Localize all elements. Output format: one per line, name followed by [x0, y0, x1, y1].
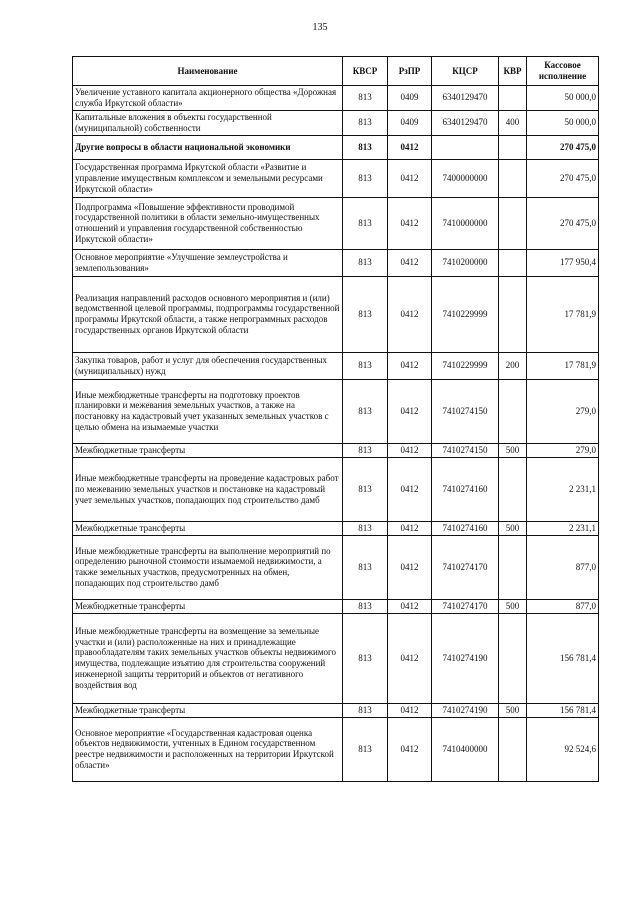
row-amount: 279,0: [527, 379, 599, 443]
table-row: [73, 599, 599, 613]
row-kcsr: 6340129470: [432, 110, 499, 135]
header-rzpr: РзПР: [388, 57, 432, 86]
row-kvsr: 813: [343, 613, 388, 703]
row-amount: 270 475,0: [527, 159, 599, 197]
row-amount: 279,0: [527, 443, 599, 457]
page-number: 135: [312, 22, 328, 33]
header-kcsr: КЦСР: [432, 57, 499, 86]
row-name: Иные межбюджетные трансферты на проведение кадастровых работ по межеванию земельных участков и постановке на кадастровый учет земельных участков, попадающих под строительство дамб: [73, 457, 343, 521]
row-kvr: [499, 379, 527, 443]
row-amount: 270 475,0: [527, 135, 599, 159]
row-kvr: [499, 135, 527, 159]
row-kcsr: 7410274190: [432, 703, 499, 717]
row-name: Межбюджетные трансферты: [73, 599, 343, 613]
row-name: Увеличение уставного капитала акционерного общества «Дорожная служба Иркутской области»: [73, 86, 343, 111]
table-row: [73, 613, 599, 703]
row-rzpr: 0412: [388, 135, 432, 159]
row-name: Иные межбюджетные трансферты на возмещение за земельные участки и (или) расположенные на них и принадлежащие правообладателям таких земельных участков объекты недвижимого имущества, подлежащие изъятию для строительства сооружений инженерной защиты территорий и объектов от негативного воздействия вод: [73, 613, 343, 703]
row-kvr: [499, 457, 527, 521]
row-kvr: [499, 276, 527, 352]
row-kvsr: 813: [343, 276, 388, 352]
table-row: [73, 703, 599, 717]
row-kcsr: 7410274150: [432, 443, 499, 457]
table-row: [73, 110, 599, 135]
table-row: [73, 86, 599, 111]
row-kvr: [499, 197, 527, 249]
table-row: [73, 443, 599, 457]
row-kvr: 500: [499, 521, 527, 535]
row-kvsr: 813: [343, 457, 388, 521]
table-row: [73, 457, 599, 521]
row-kcsr: 7410229999: [432, 352, 499, 379]
row-amount: 2 231,1: [527, 457, 599, 521]
row-kcsr: 7410229999: [432, 276, 499, 352]
row-rzpr: 0412: [388, 457, 432, 521]
row-name: Межбюджетные трансферты: [73, 703, 343, 717]
table-row: [73, 159, 599, 197]
row-kvr: 500: [499, 443, 527, 457]
row-kvsr: 813: [343, 159, 388, 197]
header-name: Наименование: [73, 57, 343, 86]
row-amount: 177 950,4: [527, 249, 599, 276]
row-rzpr: 0412: [388, 521, 432, 535]
row-kvsr: 813: [343, 703, 388, 717]
row-kvsr: 813: [343, 249, 388, 276]
row-rzpr: 0412: [388, 443, 432, 457]
row-name: Межбюджетные трансферты: [73, 443, 343, 457]
row-amount: 50 000,0: [527, 110, 599, 135]
table-row: [73, 379, 599, 443]
row-name: Капитальные вложения в объекты государственной (муниципальной) собственности: [73, 110, 343, 135]
row-amount: 156 781,4: [527, 703, 599, 717]
row-name: Закупка товаров, работ и услуг для обеспечения государственных (муниципальных) нужд: [73, 352, 343, 379]
table-row: [73, 249, 599, 276]
table-header-row: [73, 57, 599, 86]
row-kvsr: 813: [343, 352, 388, 379]
row-kvsr: 813: [343, 535, 388, 599]
row-kvsr: 813: [343, 197, 388, 249]
row-name: Основное мероприятие «Улучшение землеустройства и землепользования»: [73, 249, 343, 276]
row-amount: 50 000,0: [527, 86, 599, 111]
row-rzpr: 0412: [388, 159, 432, 197]
row-name: Основное мероприятие «Государственная кадастровая оценка объектов недвижимости, учтенных в Едином государственном реестре недвижимости и расположенных на территории Иркутской области»: [73, 717, 343, 781]
row-rzpr: 0412: [388, 197, 432, 249]
row-name: Другие вопросы в области национальной экономики: [73, 135, 343, 159]
row-rzpr: 0409: [388, 110, 432, 135]
row-kvsr: 813: [343, 379, 388, 443]
table-row: [73, 135, 599, 159]
row-rzpr: 0412: [388, 379, 432, 443]
table-row: [73, 197, 599, 249]
row-amount: 92 524,6: [527, 717, 599, 781]
row-amount: 270 475,0: [527, 197, 599, 249]
row-name: Иные межбюджетные трансферты на выполнение мероприятий по определению рыночной стоимости изымаемой недвижимости, а также земельных участков, предусмотренных на обмен, попадающих под строительство дамб: [73, 535, 343, 599]
row-rzpr: 0412: [388, 249, 432, 276]
row-amount: 877,0: [527, 535, 599, 599]
header-kvsr: КВСР: [343, 57, 388, 86]
row-kvr: [499, 613, 527, 703]
table-row: [73, 521, 599, 535]
row-kcsr: 7410400000: [432, 717, 499, 781]
row-rzpr: 0412: [388, 276, 432, 352]
row-rzpr: 0412: [388, 703, 432, 717]
table-row: [73, 535, 599, 599]
row-amount: 877,0: [527, 599, 599, 613]
row-kcsr: 7400000000: [432, 159, 499, 197]
row-rzpr: 0412: [388, 599, 432, 613]
row-kcsr: 7410200000: [432, 249, 499, 276]
header-kvr: КВР: [499, 57, 527, 86]
row-kvsr: 813: [343, 86, 388, 111]
table-row: [73, 352, 599, 379]
row-amount: 17 781,9: [527, 352, 599, 379]
row-kvsr: 813: [343, 717, 388, 781]
row-kvr: 200: [499, 352, 527, 379]
row-rzpr: 0412: [388, 535, 432, 599]
row-kcsr: 7410274170: [432, 599, 499, 613]
row-kvr: [499, 717, 527, 781]
row-kvr: 500: [499, 599, 527, 613]
row-kcsr: 7410274160: [432, 521, 499, 535]
row-name: Подпрограмма «Повышение эффективности проводимой государственной политики в области земельно-имущественных отношений и управления государственной собственностью Иркутской области»: [73, 197, 343, 249]
row-kvr: [499, 249, 527, 276]
row-kvsr: 813: [343, 443, 388, 457]
row-rzpr: 0412: [388, 613, 432, 703]
row-kcsr: 7410000000: [432, 197, 499, 249]
row-kvsr: 813: [343, 599, 388, 613]
table-row: [73, 717, 599, 781]
row-kvr: 500: [499, 703, 527, 717]
row-kcsr: 7410274150: [432, 379, 499, 443]
table-row: [73, 276, 599, 352]
row-kvr: [499, 159, 527, 197]
row-rzpr: 0412: [388, 717, 432, 781]
row-amount: 156 781,4: [527, 613, 599, 703]
row-kcsr: 6340129470: [432, 86, 499, 111]
row-kcsr: [432, 135, 499, 159]
row-name: Государственная программа Иркутской области «Развитие и управление имуществным комплексом и земельными ресурсами Иркутской области»: [73, 159, 343, 197]
row-kvr: [499, 535, 527, 599]
row-kcsr: 7410274160: [432, 457, 499, 521]
row-name: Реализация направлений расходов основного мероприятия и (или) ведомственной целевой программы, подпрограммы государственной программы Иркутской области, а также непрограммных расходов государственных органов Иркутской области: [73, 276, 343, 352]
row-amount: 17 781,9: [527, 276, 599, 352]
row-kcsr: 7410274170: [432, 535, 499, 599]
row-rzpr: 0412: [388, 352, 432, 379]
row-kcsr: 7410274190: [432, 613, 499, 703]
row-kvsr: 813: [343, 521, 388, 535]
row-name: Иные межбюджетные трансферты на подготовку проектов планировки и межевания земельных участков, а также на постановку на кадастровый учет указанных земельных участков с целью обмена на изымаемые участки: [73, 379, 343, 443]
header-amount: Кассовое исполнение: [527, 57, 599, 86]
row-kvsr: 813: [343, 110, 388, 135]
row-name: Межбюджетные трансферты: [73, 521, 343, 535]
budget-table: [72, 56, 599, 782]
row-kvr: 400: [499, 110, 527, 135]
row-kvr: [499, 86, 527, 111]
row-rzpr: 0409: [388, 86, 432, 111]
row-kvsr: 813: [343, 135, 388, 159]
row-amount: 2 231,1: [527, 521, 599, 535]
